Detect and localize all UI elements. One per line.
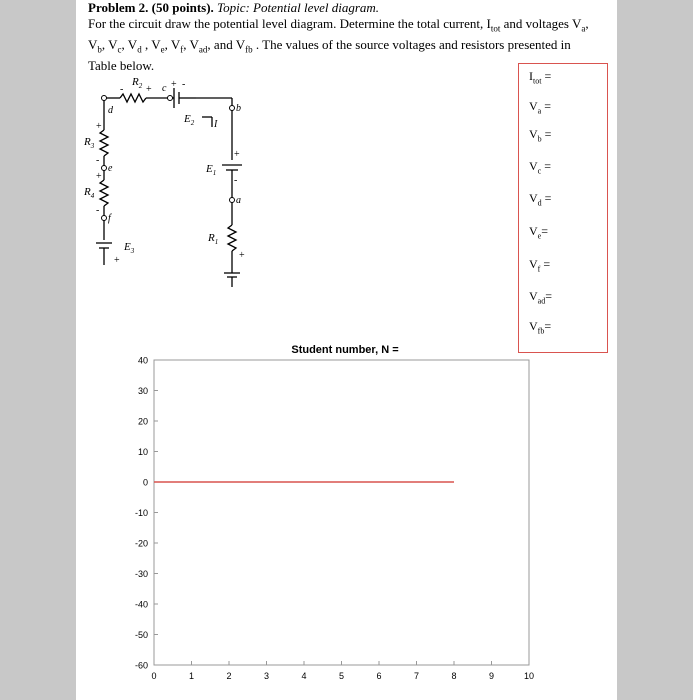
x-tick-label: 9 <box>488 671 495 681</box>
y-tick-label: -30 <box>134 569 148 579</box>
x-tick-label: 8 <box>451 671 457 681</box>
sign-e1-plus: + <box>234 149 240 160</box>
x-tick-label: 1 <box>188 671 195 681</box>
y-tick-label: -40 <box>134 599 148 610</box>
answer-v-a: $V_a$ = <box>529 99 552 116</box>
y-axis <box>135 356 158 671</box>
y-tick-label: -20 <box>134 538 148 549</box>
plot-frame <box>154 360 529 665</box>
label-r3: $R_3$ <box>84 136 95 150</box>
resistor-r1 <box>228 225 236 251</box>
x-tick-label: 3 <box>263 671 270 681</box>
node-a-dot <box>230 198 235 203</box>
sign-r4-plus: + <box>96 171 102 182</box>
x-tick-label: 0 <box>151 671 157 681</box>
label-node-e: e <box>108 163 113 174</box>
answer-v-ad: $V_{ad}=$ <box>529 289 553 306</box>
problem-line-2: $V_b$, $V_c$, $V_d$ , $V_e$, $V_f$, $V_{ad}$, and $V_{fb}$ . The values of the source voltages and resistors presented in <box>88 36 571 55</box>
circuit-diagram <box>84 75 264 290</box>
problem-heading: Problem 2. (50 points). <box>88 0 214 15</box>
answer-v-f: $V_f$ = <box>529 257 551 274</box>
label-e1: $E_1$ <box>206 163 217 177</box>
answer-v-d: $V_d$ = <box>529 191 552 208</box>
y-tick-label: 40 <box>137 355 148 366</box>
label-r4: $R_4$ <box>84 186 95 200</box>
y-tick-label: 0 <box>142 477 148 488</box>
answer-v-c: $V_c$ = <box>529 159 552 176</box>
sign-e2-minus: - <box>182 79 186 90</box>
node-f-dot <box>102 216 107 221</box>
x-tick-label: 6 <box>376 671 382 681</box>
node-e-dot <box>102 166 107 171</box>
label-node-b: b <box>236 103 241 114</box>
sign-r2-minus: - <box>120 84 124 95</box>
sign-e1-minus: - <box>234 175 238 186</box>
label-current: I <box>214 119 218 130</box>
problem-line-3: Table below. <box>88 57 155 73</box>
y-tick-label: 30 <box>137 386 148 396</box>
answer-v-e: $V_e=$ <box>529 224 549 241</box>
left-margin <box>0 0 76 700</box>
answer-i-tot: $I_{tot}$ = <box>529 69 552 86</box>
sign-r3-minus: - <box>96 155 100 166</box>
y-tick-label: -10 <box>134 508 148 518</box>
node-b-dot <box>230 106 235 111</box>
y-tick-label: -60 <box>134 660 148 671</box>
x-tick-label: 2 <box>226 671 232 681</box>
sign-r2-plus: + <box>146 84 152 95</box>
problem-line-1: For the circuit draw the potential level diagram. Determine the total current, $I_{tot}$ and voltages $V_a$, <box>88 15 589 34</box>
problem-topic: Topic: Potential level diagram. <box>217 0 380 15</box>
y-tick-label: 10 <box>137 447 148 457</box>
sign-e2-plus: + <box>171 79 177 90</box>
label-node-f: f <box>108 213 111 224</box>
label-r1: $R_1$ <box>208 232 219 246</box>
node-d-dot <box>102 96 107 101</box>
potential-chart <box>120 340 560 681</box>
sign-r4-minus: - <box>96 205 100 216</box>
resistor-r3 <box>100 130 108 156</box>
answer-v-b: $V_b$ = <box>529 127 552 144</box>
problem-heading-line <box>88 0 608 16</box>
x-tick-label: 5 <box>338 671 345 681</box>
label-node-a: a <box>236 195 241 206</box>
sign-r1-plus: + <box>239 250 245 261</box>
label-e2: $E_2$ <box>184 113 195 127</box>
right-margin <box>617 0 693 700</box>
label-r2: $R_2$ <box>132 76 143 90</box>
x-tick-label: 4 <box>301 671 307 681</box>
node-c-dot <box>168 96 173 101</box>
chart-title: Student number, N = <box>291 344 399 356</box>
sign-e3-plus: + <box>114 255 120 266</box>
label-node-d: d <box>108 105 113 116</box>
label-e3: $E_3$ <box>124 241 135 255</box>
label-node-c: c <box>162 83 167 94</box>
answer-box <box>518 63 608 353</box>
x-tick-label: 10 <box>523 671 535 681</box>
y-tick-label: -50 <box>134 630 148 640</box>
answer-v-fb: $V_{fb}=$ <box>529 319 552 336</box>
resistor-r2 <box>120 94 146 102</box>
y-tick-label: 20 <box>137 416 148 427</box>
x-tick-label: 7 <box>413 671 420 681</box>
sign-r3-plus: + <box>96 121 102 132</box>
resistor-r4 <box>100 180 108 206</box>
